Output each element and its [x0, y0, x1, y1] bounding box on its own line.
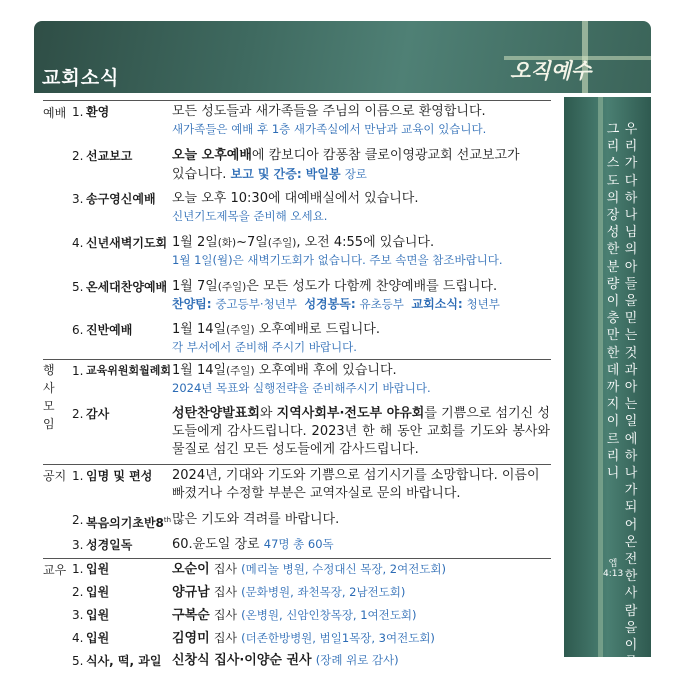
team-value: 유초등부: [359, 297, 404, 311]
item-text: [172, 606, 550, 625]
item-text: [172, 190, 550, 225]
item-text: [172, 583, 550, 602]
item-main-text: 모든 성도들과 새가족들을 주님의 이름으로 환영합니다.: [172, 104, 486, 119]
member-name: 양규남: [172, 585, 210, 600]
member-title: 집사: [213, 608, 238, 622]
item-number: 4.: [72, 236, 84, 250]
item-main-text: 60.윤도일 장로: [172, 537, 260, 552]
date-text: ~7일: [236, 235, 268, 250]
item-label: 진반예배: [86, 323, 133, 337]
date-text: 1월 14일: [172, 363, 227, 378]
item-label: 감사: [86, 407, 110, 421]
item-label: 성경일독: [86, 538, 133, 552]
member-detail: (문화병원, 좌천목장, 2남전도회): [241, 585, 406, 599]
item-text: [172, 405, 550, 459]
item-number: 3.: [72, 538, 84, 552]
item-number: 4.: [72, 631, 84, 645]
item-label: [86, 511, 171, 532]
member-detail: (장례 위로 감사): [315, 653, 399, 667]
verse-reference: 엡4:13: [603, 559, 624, 579]
item-sub-text: 각 부서에서 준비해 주시기 바랍니다.: [172, 340, 357, 354]
report-label: 보고 및 간증:: [230, 167, 302, 181]
item-text: 2024년, 기대와 기도와 기쁨으로 섬기시기를 소망합니다. 이름이 빠졌거나 수정할 부분은 교역자실로 문의 바랍니다.: [172, 468, 540, 501]
item-emphasis: 오늘 오후예배: [172, 148, 252, 163]
item-sub-text: 1월 1일(월)은 새벽기도회가 없습니다. 주보 속면을 참조바랍니다.: [172, 253, 503, 267]
item-main-text: , 오전 4:55에 있습니다.: [296, 235, 435, 250]
team-value: 청년부: [466, 297, 500, 311]
section-label-notice: 공지: [43, 469, 67, 483]
team-label: 찬양팀:: [172, 297, 212, 311]
item-label: 교육위원회월례회: [86, 364, 172, 377]
member-detail: (메리놀 병원, 수정대신 목장, 2여전도회): [241, 562, 447, 576]
member-name: 김영미: [172, 631, 210, 646]
item-main-text: 에 캄보디아 캄퐁참 클로이영광교회 선교보고가: [251, 148, 520, 163]
item-number: 2.: [72, 585, 84, 599]
item-label-sup: th: [163, 516, 172, 524]
item-sub-text: 2024년 목표와 실행전략을 준비해주시기 바랍니다.: [172, 381, 431, 395]
item-label-text: 복음의기초반8: [86, 516, 164, 530]
item-number: 5.: [72, 654, 84, 668]
item-label: 입원: [86, 631, 110, 645]
item-label: 온세대찬양예배: [86, 280, 168, 294]
item-label: 입원: [86, 585, 110, 599]
item-number: 2.: [72, 149, 84, 163]
item-text: [172, 321, 550, 356]
item-text: [172, 652, 550, 670]
member-name: 신창식 집사·이양순 권사: [172, 653, 312, 668]
item-number: 1.: [72, 562, 84, 576]
verse-column-right: 우리가다하나님의아들을믿는것과아는일에하나가되어온전한사람을이루어: [624, 122, 638, 688]
item-text: [172, 147, 550, 184]
weekday-text: (화): [217, 237, 237, 249]
item-text: 많은 기도와 격려를 바랍니다.: [172, 512, 340, 527]
member-name: 오순이: [172, 562, 210, 577]
item-text: [172, 362, 550, 397]
date-text: 1월 7일: [172, 279, 218, 294]
item-text: [172, 103, 550, 138]
item-main-text: 와: [259, 406, 277, 421]
item-number: 6.: [72, 323, 84, 337]
item-number: 1.: [72, 469, 84, 483]
member-title: 집사: [213, 631, 238, 645]
item-number: 2.: [72, 513, 84, 527]
item-number: 2.: [72, 407, 84, 421]
item-main-text: 있습니다.: [172, 167, 227, 182]
weekday-text: (주일): [226, 365, 255, 377]
section-label-members: 교우: [43, 563, 67, 577]
team-value: 중고등부·청년부: [215, 297, 297, 311]
section-rule-events: [43, 359, 551, 360]
date-text: 1월 14일: [172, 322, 227, 337]
item-emphasis: 지역사회부·전도부 야유회: [276, 406, 425, 421]
verse-column-left: 그리스도의장성한분량이충만한데까지이르리니: [606, 122, 620, 482]
item-number: 3.: [72, 608, 84, 622]
date-text: 1월 2일: [172, 235, 218, 250]
item-label: 입원: [86, 562, 110, 576]
member-name: 구복순: [172, 608, 210, 623]
item-number: 1.: [72, 105, 84, 119]
item-main-text: 은 모든 성도가 다함께 찬양예배를 드립니다.: [246, 279, 498, 294]
logo: 오직예수: [510, 58, 592, 83]
item-main-text: 오후예배 후에 있습니다.: [254, 363, 397, 378]
item-text: [172, 536, 550, 554]
section-rule-worship: [43, 100, 551, 101]
team-label: 교회소식:: [411, 297, 463, 311]
item-sub-text: 새가족들은 예배 후 1층 새가족실에서 만남과 교육이 있습니다.: [172, 122, 487, 136]
reporter-name: 박일봉: [305, 167, 341, 181]
weekday-text: (주일): [267, 237, 297, 249]
item-number: 5.: [72, 280, 84, 294]
item-label: 식사, 떡, 과일: [86, 654, 162, 668]
member-title: 집사: [213, 562, 238, 576]
item-label: 입원: [86, 608, 110, 622]
item-sub-text: 신년기도제목을 준비해 오세요.: [172, 209, 328, 223]
item-sub-text: 47명 총 60독: [263, 537, 334, 551]
section-label-worship: 예배: [43, 106, 67, 120]
item-text: [172, 278, 550, 313]
item-main-text: 오후예배로 드립니다.: [254, 322, 380, 337]
item-text: [172, 234, 550, 269]
section-label-events: 행사모임: [43, 363, 55, 431]
header-banner: [34, 21, 651, 93]
reporter-title: 장로: [344, 167, 367, 181]
item-label: 신년새벽기도회: [86, 236, 168, 250]
item-main-text: 를 기쁨으로 섬기신 성도들에게 감사드립니다. 2023년 한 해 동안 교회를 기도와 봉사와 물질로 섬긴 모든 성도들에게 감사드립니다.: [172, 406, 550, 457]
item-label: 환영: [86, 105, 110, 119]
page-title: 교회소식: [42, 67, 120, 89]
section-rule-members: [43, 558, 551, 559]
section-rule-notice: [43, 464, 551, 465]
item-label: 선교보고: [86, 149, 133, 163]
member-detail: (더존한방병원, 범일1목장, 3여전도회): [241, 631, 435, 645]
weekday-text: (주일): [226, 324, 255, 336]
team-label: 성경봉독:: [304, 297, 356, 311]
item-text: [172, 560, 550, 579]
verse-sidebar: [564, 97, 651, 688]
item-label: 임명 및 편성: [86, 469, 153, 483]
member-title: 집사: [213, 585, 238, 599]
weekday-text: (주일): [217, 281, 247, 293]
item-main-text: 오늘 오후 10:30에 대예배실에서 있습니다.: [172, 191, 419, 206]
item-label: 송구영신예배: [86, 192, 156, 206]
item-emphasis: 성탄찬양발표회: [172, 406, 260, 421]
item-text: [172, 629, 550, 648]
item-number: 3.: [72, 192, 84, 206]
member-detail: (온병원, 신암인창목장, 1여전도회): [241, 608, 417, 622]
item-number: 1.: [72, 364, 84, 378]
